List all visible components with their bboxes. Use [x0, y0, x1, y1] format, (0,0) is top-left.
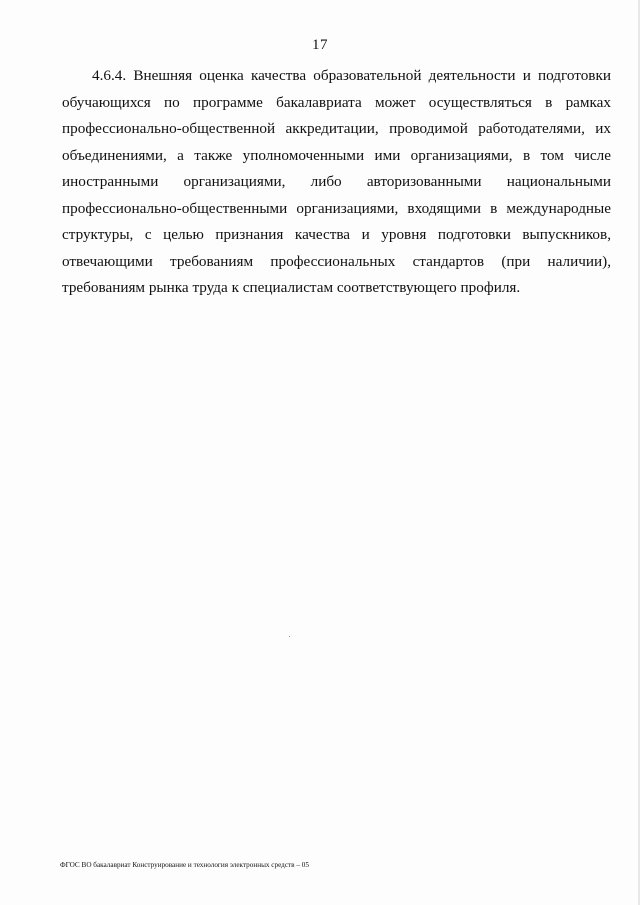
paragraph-line: объединениями, а также уполномоченными ими организациями, в том числе — [62, 146, 611, 164]
paragraph-line: иностранными организациями, либо авторизованными национальными — [62, 173, 611, 190]
paragraph-line: структуры, с целью признания качества и уровня подготовки выпускников, — [62, 226, 611, 243]
paragraph-4-6-4 — [62, 63, 611, 302]
page-footer: ФГОС ВО бакалавриат Конструирование и технология электронных средств – 05 — [60, 861, 309, 869]
paragraph-line: обучающихся по программе бакалавриата может осуществляться в рамках — [62, 93, 611, 111]
paragraph-line: профессионально-общественной аккредитации, проводимой работодателями, их — [62, 120, 611, 137]
paragraph-line: профессионально-общественными организациями, входящими в международные — [62, 199, 611, 217]
page-number: 17 — [312, 37, 328, 53]
scan-speck — [289, 636, 290, 637]
paragraph-line: отвечающими требованиям профессиональных стандартов (при наличии), — [62, 252, 611, 270]
paragraph-line: требованиям рынка труда к специалистам соответствующего профиля. — [62, 279, 521, 296]
paragraph-line: 4.6.4. Внешняя оценка качества образовательной деятельности и подготовки — [92, 67, 611, 84]
